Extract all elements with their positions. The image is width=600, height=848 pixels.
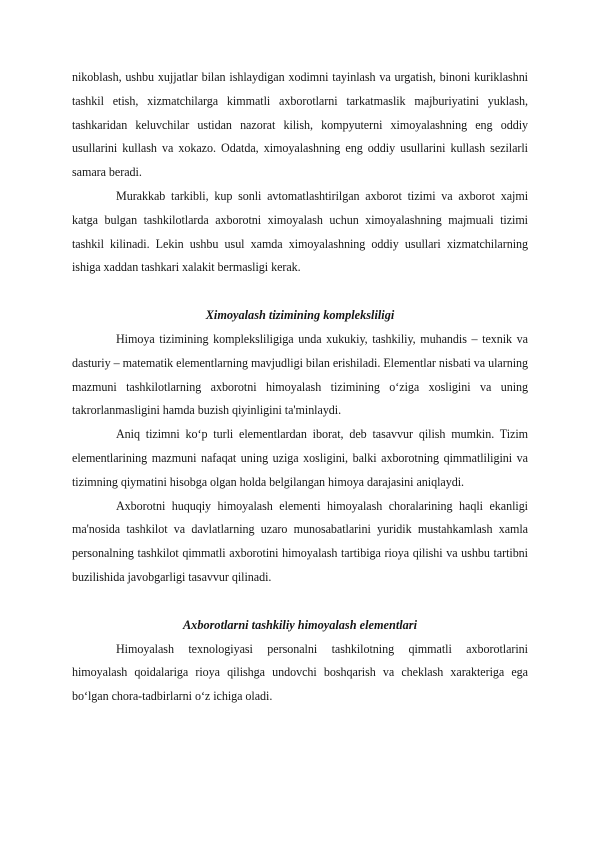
paragraph-4: Aniq tizimni ko‘p turli elementlardan iborat, deb tasavvur qilish mumkin. Tizim elementlarining mazmuni nafaqat uning uziga xosligini, balki axborotning qimmatliligini va tizimning qiymatini hisobga olgan holda belgilangan himoya darajasini aniqlaydi. xyxy=(72,427,528,489)
paragraph-2: Murakkab tarkibli, kup sonli avtomatlashtirilgan axborot tizimi va axborot xajmi katga bulgan tashkilotlarda axborotni ximoyalash uchun ximoyalashning majmuali tizimi tashkil kilinadi. Lekin ushbu usul xamda ximoyalashning oddiy usullari xizmatchilarning ishiga xaddan tashkari xalakit bermasligi kerak. xyxy=(72,188,528,275)
spacer xyxy=(72,590,528,614)
section-heading-complexity: Ximoyalash tizimining kompleksliligi xyxy=(205,308,395,323)
section-heading-organizational: Axborotlarni tashkiliy himoyalash elementlari xyxy=(182,617,417,632)
paragraph-3: Himoya tizimining kompleksliligiga unda xukukiy, tashkiliy, muhandis – texnik va dasturiy – matematik elementlarning mavjudligi bilan erishiladi. Elementlar nisbati va ularning mazmuni tashkilotlarning axborotni himoyalash tizimining o‘ziga xosligini va uning takrorlanmasligini hamda buzish qiyinligini ta'minlaydi. xyxy=(72,331,528,418)
spacer xyxy=(72,280,528,304)
page-content xyxy=(72,66,528,709)
paragraph-6: Himoyalash texnologiyasi personalni tashkilotning qimmatli axborotlarini himoyalash qoidalariga rioya qilishga undovchi boshqarish va cheklash xarakteriga ega bo‘lgan chora-tadbirlarni o‘z ichiga oladi. xyxy=(72,641,528,704)
paragraph-1: nikoblash, ushbu xujjatlar bilan ishlaydigan xodimni tayinlash va urgatish, binoni kuriklashni tashkil etish, xizmatchilarga kimmatli axborotlarni tarkatmaslik majburiyatini yuklash, tashkaridan keluvchilar ustidan nazorat kilish, kompyuterni ximoyalashning eng oddiy usullarini kullash va xokazo. Odatda, ximoyalashning eng oddiy usullarini kullash sezilarli samara beradi. xyxy=(72,70,528,180)
paragraph-5: Axborotni huquqiy himoyalash elementi himoyalash choralarining haqli ekanligi ma'nosida tashkilot va davlatlarning uzaro munosabatlarini yuridik mustahkamlash xamla personalning tashkilot qimmatli axborotini himoyalash tartibiga rioya qilishi va ushbu tartibni buzilishida javobgarligi tasavvur qilinadi. xyxy=(72,498,528,584)
